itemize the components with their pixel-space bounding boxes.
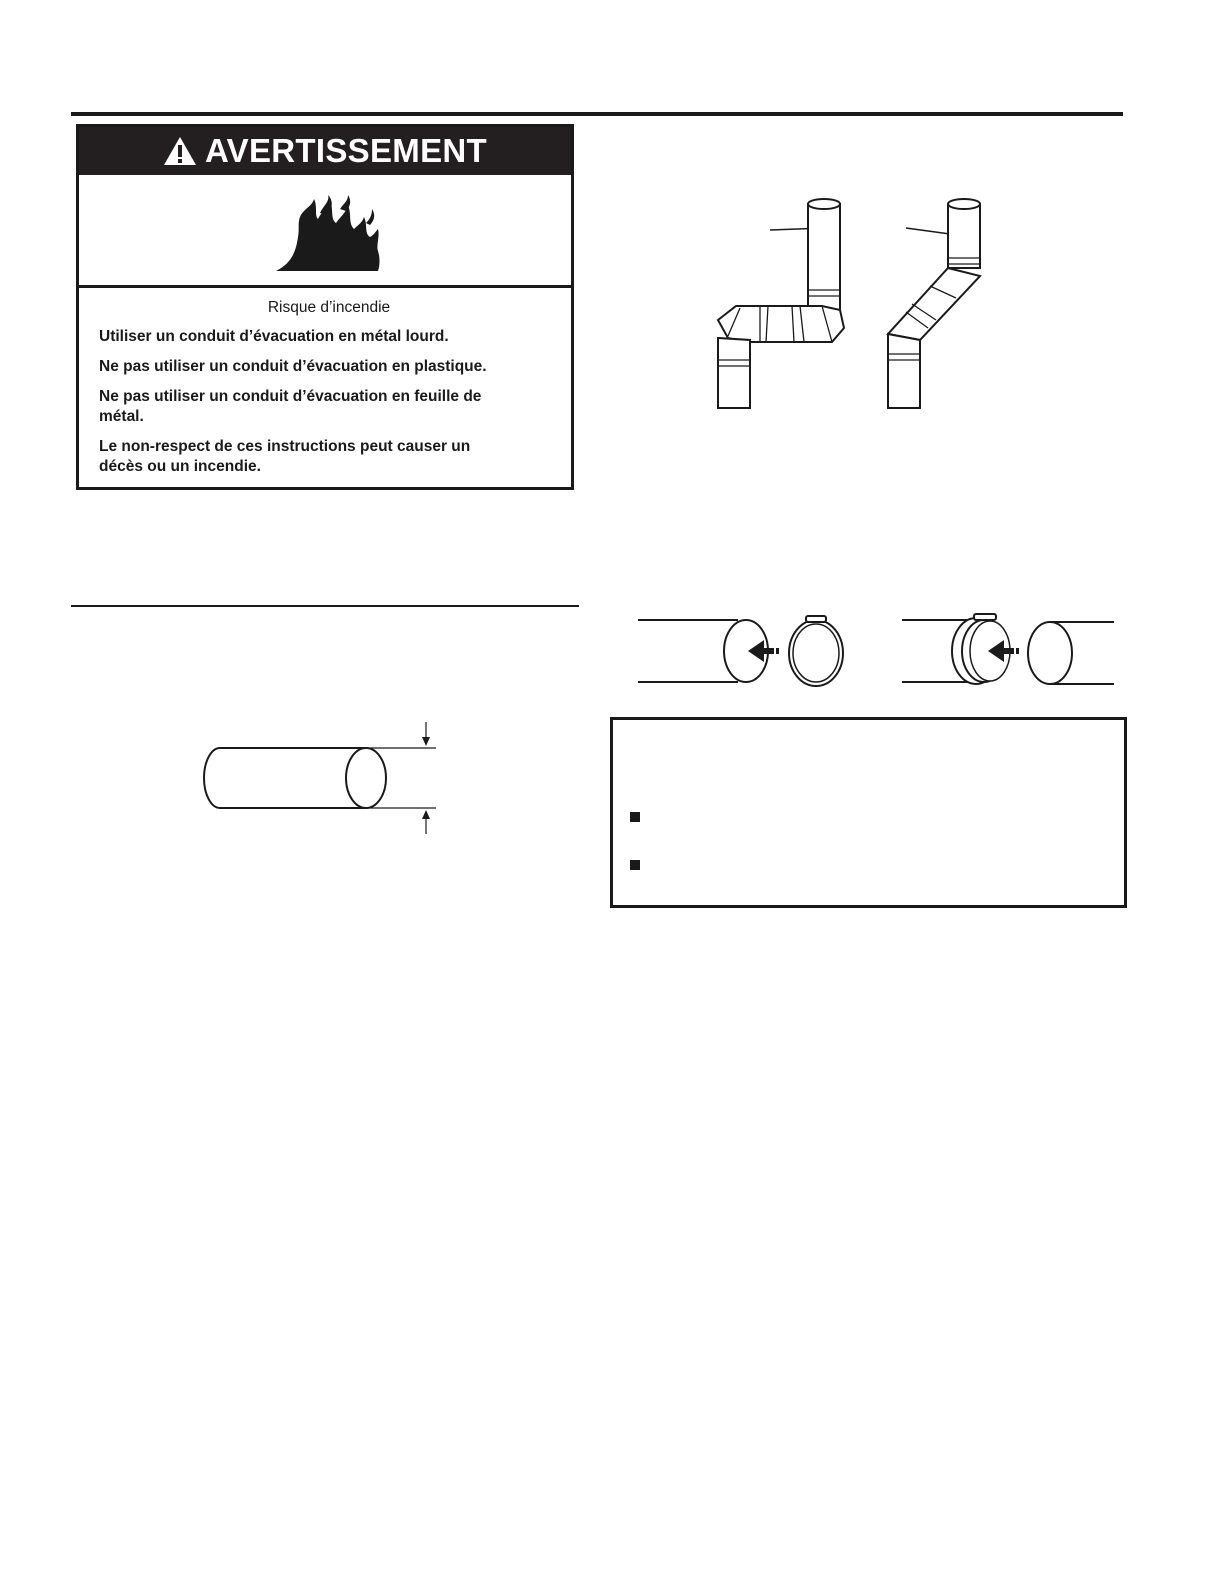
fire-hazard-icon bbox=[274, 193, 386, 273]
section-rule bbox=[71, 605, 579, 607]
top-rule bbox=[71, 112, 1123, 116]
clamp-step-1 bbox=[638, 616, 843, 686]
warning-header bbox=[79, 127, 571, 175]
warning-line-1: Utiliser un conduit d’évacuation en métal lourd. bbox=[99, 328, 449, 345]
warning-title: AVERTISSEMENT bbox=[205, 132, 487, 169]
elbow-duct-illustration bbox=[700, 190, 1000, 415]
square-bullet-icon bbox=[630, 812, 640, 822]
warning-line-3: Ne pas utiliser un conduit d’évacuation en feuille de métal. bbox=[99, 388, 482, 425]
risk-heading: Risque d’incendie bbox=[267, 299, 391, 316]
flame-panel bbox=[79, 175, 571, 288]
note-box bbox=[610, 717, 1127, 908]
warning-text bbox=[99, 299, 559, 487]
elbow-duct-45 bbox=[888, 199, 980, 408]
warning-line-4: Le non-respect de ces instructions peut causer un décès ou un incendie. bbox=[99, 438, 471, 475]
duct-diameter-illustration bbox=[198, 718, 448, 838]
clamp-step-2 bbox=[902, 614, 1114, 684]
warning-line-2: Ne pas utiliser un conduit d’évacuation en plastique. bbox=[99, 358, 487, 375]
elbow-duct-90 bbox=[718, 199, 844, 408]
warning-box bbox=[76, 124, 574, 490]
square-bullet-icon bbox=[630, 860, 640, 870]
warning-triangle-icon bbox=[163, 136, 197, 166]
duct-clamp-illustration bbox=[636, 604, 1120, 696]
